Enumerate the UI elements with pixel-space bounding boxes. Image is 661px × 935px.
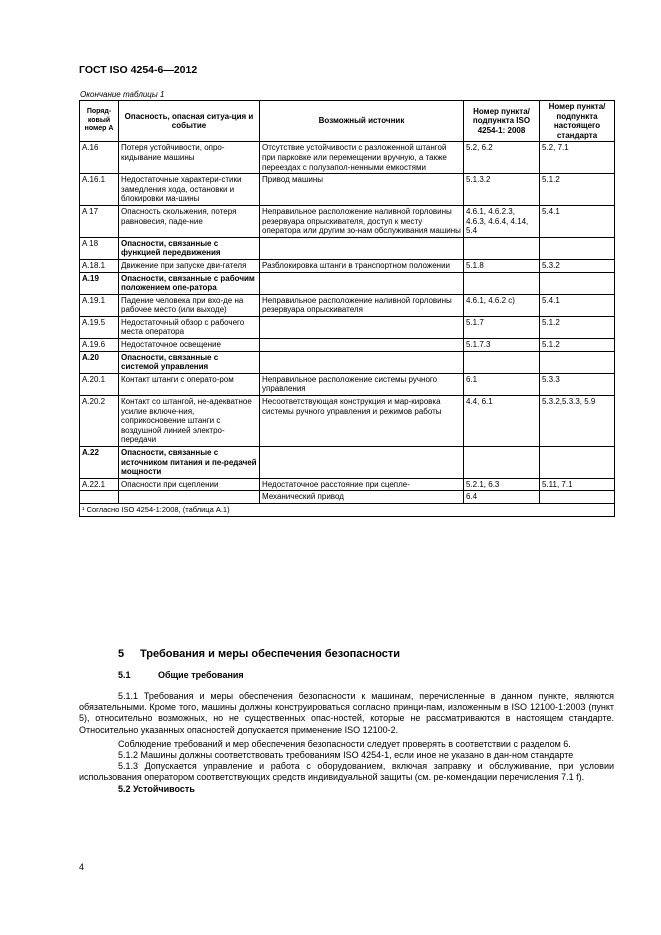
table-row [80, 205, 615, 237]
cell-standard-clause: 5.11, 7.1 [540, 478, 615, 491]
subsection-number: 5.1 [118, 670, 131, 680]
cell-number: A.20.2 [80, 396, 119, 447]
cell-iso-clause: 5.2.1, 6.3 [464, 478, 540, 491]
cell-number: A.20 [80, 351, 119, 373]
table-row [80, 259, 615, 272]
table-row [80, 294, 615, 316]
cell-standard-clause [540, 237, 615, 259]
cell-hazard: Опасность скольжения, потеря равновесия, паде-ние [119, 205, 260, 237]
cell-iso-clause: 5.1.3.2 [464, 174, 540, 206]
cell-standard-clause: 5.1.2 [540, 316, 615, 338]
page-number: 4 [79, 862, 85, 872]
section-heading [118, 648, 400, 660]
cell-source [260, 272, 464, 294]
cell-iso-clause: 6.4 [464, 491, 540, 504]
document-header: ГОСТ ISO 4254-6—2012 [79, 64, 198, 76]
cell-standard-clause [540, 351, 615, 373]
col-header-number: Поряд-ковый номер A [80, 101, 119, 142]
cell-standard-clause [540, 447, 615, 479]
table-row [80, 237, 615, 259]
col-header-source: Возможный источник [260, 101, 464, 142]
cell-hazard: Опасности, связанные с системой управления [119, 351, 260, 373]
cell-source: Неправильное расположение наливной горловины резервуара опрыскивателя [260, 294, 464, 316]
cell-iso-clause: 5.1.8 [464, 259, 540, 272]
cell-hazard: Потеря устойчивости, опро-кидывание машины [119, 142, 260, 174]
table-row [80, 396, 615, 447]
cell-standard-clause: 5.4.1 [540, 294, 615, 316]
cell-iso-clause: 6.1 [464, 373, 540, 395]
cell-hazard: Недостаточные характери-стики замедления хода, остановки и блокировки ма-шины [119, 174, 260, 206]
cell-iso-clause: 4.6.1, 4.6.2 c) [464, 294, 540, 316]
paragraph: 5.1.3 Допускается управление и работа с оборудованием, включая заправку и обслуживание, при условии использования оператором соответствующих средств индивидуальной защиты (см. ре-комендации перечисления 7.1 f). [79, 761, 614, 783]
cell-hazard: Контакт штанги с операто-ром [119, 373, 260, 395]
col-header-standard-clause: Номер пункта/ подпункта настоящего стандарта [540, 101, 615, 142]
cell-standard-clause: 5.1.2 [540, 339, 615, 352]
table-row [80, 447, 615, 479]
table-row [80, 142, 615, 174]
cell-number: A.16.1 [80, 174, 119, 206]
table-row [80, 174, 615, 206]
cell-standard-clause: 5.3.3 [540, 373, 615, 395]
cell-iso-clause [464, 237, 540, 259]
cell-standard-clause: 5.3.2 [540, 259, 615, 272]
table-row [80, 272, 615, 294]
subsection-title: Общие требования [158, 670, 244, 680]
cell-source [260, 351, 464, 373]
cell-source [260, 316, 464, 338]
cell-iso-clause: 5.1.7 [464, 316, 540, 338]
paragraph: Соблюдение требований и мер обеспечения безопасности следует проверять в соответствии с разделом 6. [118, 738, 571, 749]
hazard-table [79, 100, 615, 517]
table-row [80, 316, 615, 338]
cell-iso-clause: 5.1.7.3 [464, 339, 540, 352]
cell-hazard: Контакт со штангой, не-адекватное усилие включе-ния, соприкосновение штанги с воздушной линией электро-передачи [119, 396, 260, 447]
cell-number: A.18.1 [80, 259, 119, 272]
cell-number: A.19.6 [80, 339, 119, 352]
cell-source: Недостаточное расстояние при сцепле- [260, 478, 464, 491]
cell-iso-clause [464, 447, 540, 479]
cell-hazard: Недостаточное освещение [119, 339, 260, 352]
cell-number: A.22 [80, 447, 119, 479]
cell-hazard: Падение человека при вхо-де на рабочее место (или выходе) [119, 294, 260, 316]
cell-hazard: Опасности, связанные с рабочим положением опе-ратора [119, 272, 260, 294]
section-number: 5 [118, 648, 125, 660]
table-header-row [80, 101, 615, 142]
cell-hazard: Опасности, связанные с источником питания и пе-редачей мощности [119, 447, 260, 479]
cell-hazard: Опасности, связанные с функцией передвижения [119, 237, 260, 259]
cell-source: Механический привод [260, 491, 464, 504]
cell-iso-clause: 5.2, 6.2 [464, 142, 540, 174]
cell-number: A.22.1 [80, 478, 119, 491]
cell-standard-clause: 5.4.1 [540, 205, 615, 237]
col-header-hazard: Опасность, опасная ситуа-ция и событие [119, 101, 260, 142]
cell-source [260, 447, 464, 479]
cell-source: Отсутствие устойчивости с разложенной штангой при парковке или перемещении вручную, а также переездах с полузапол-ненными емкостями [260, 142, 464, 174]
cell-standard-clause: 5.1.2 [540, 174, 615, 206]
cell-number: A 18 [80, 237, 119, 259]
cell-iso-clause: 4.6.1, 4.6.2.3, 4.6.3, 4.6.4, 4.14, 5.4 [464, 205, 540, 237]
cell-hazard: Недостаточный обзор с рабочего места оператора [119, 316, 260, 338]
cell-number: A.19.1 [80, 294, 119, 316]
cell-hazard: Движение при запуске дви-гателя [119, 259, 260, 272]
paragraph: 5.1.2 Машины должны соответствовать требованиям ISO 4254-1, если иное не указано в дан-ном стандарте [118, 750, 574, 761]
col-header-iso-clause: Номер пункта/ подпункта ISO 4254-1: 2008 [464, 101, 540, 142]
section-title: Требования и меры обеспечения безопасности [140, 648, 401, 660]
cell-number [80, 491, 119, 504]
table-footnote: ¹ Согласно ISO 4254-1:2008, (таблица A.1) [80, 503, 615, 516]
cell-standard-clause: 5.3.2,5.3.3, 5.9 [540, 396, 615, 447]
cell-source: Несоответствующая конструкция и мар-кировка системы ручного управления и режимов работы [260, 396, 464, 447]
subsection-heading [118, 670, 244, 680]
cell-iso-clause [464, 351, 540, 373]
table-row [80, 373, 615, 395]
table-row [80, 351, 615, 373]
table-footnote-row [80, 503, 615, 516]
table-row [80, 478, 615, 491]
cell-source: Неправильное расположение системы ручного управления [260, 373, 464, 395]
cell-standard-clause [540, 491, 615, 504]
cell-source: Разблокировка штанги в транспортном положении [260, 259, 464, 272]
cell-source: Неправильное расположение наливной горловины резервуара опрыскивателя, доступ к месту оператора или другим зо-нам обслуживания машины [260, 205, 464, 237]
cell-iso-clause: 4.4, 6.1 [464, 396, 540, 447]
body-text [79, 691, 614, 795]
table-caption: Окончание таблицы 1 [80, 90, 165, 99]
cell-number: A.19.5 [80, 316, 119, 338]
cell-number: A 17 [80, 205, 119, 237]
cell-standard-clause: 5.2, 7.1 [540, 142, 615, 174]
cell-number: A.20.1 [80, 373, 119, 395]
table-row [80, 339, 615, 352]
cell-source [260, 237, 464, 259]
cell-iso-clause [464, 272, 540, 294]
cell-source [260, 339, 464, 352]
cell-hazard: Опасности при сцеплении [119, 478, 260, 491]
cell-standard-clause [540, 272, 615, 294]
cell-number: A.16 [80, 142, 119, 174]
paragraph-heading: 5.2 Устойчивость [118, 783, 195, 794]
paragraph: 5.1.1 Требования и меры обеспечения безопасности к машинам, перечисленные в данном пункте, являются обязательными. Кроме того, машины должны конструироваться согласно принци-пам, изложенным в ISO 12100-1:2003 (пункт 5), относительно возможных, но не существенных опас-ностей, которые не рассматриваются в настоящем стандарте. Относительно указанных опасностей допускается применение ISO 12100-2. [79, 691, 614, 735]
table-row [80, 491, 615, 504]
cell-hazard [119, 491, 260, 504]
cell-source: Привод машины [260, 174, 464, 206]
cell-number: A.19 [80, 272, 119, 294]
